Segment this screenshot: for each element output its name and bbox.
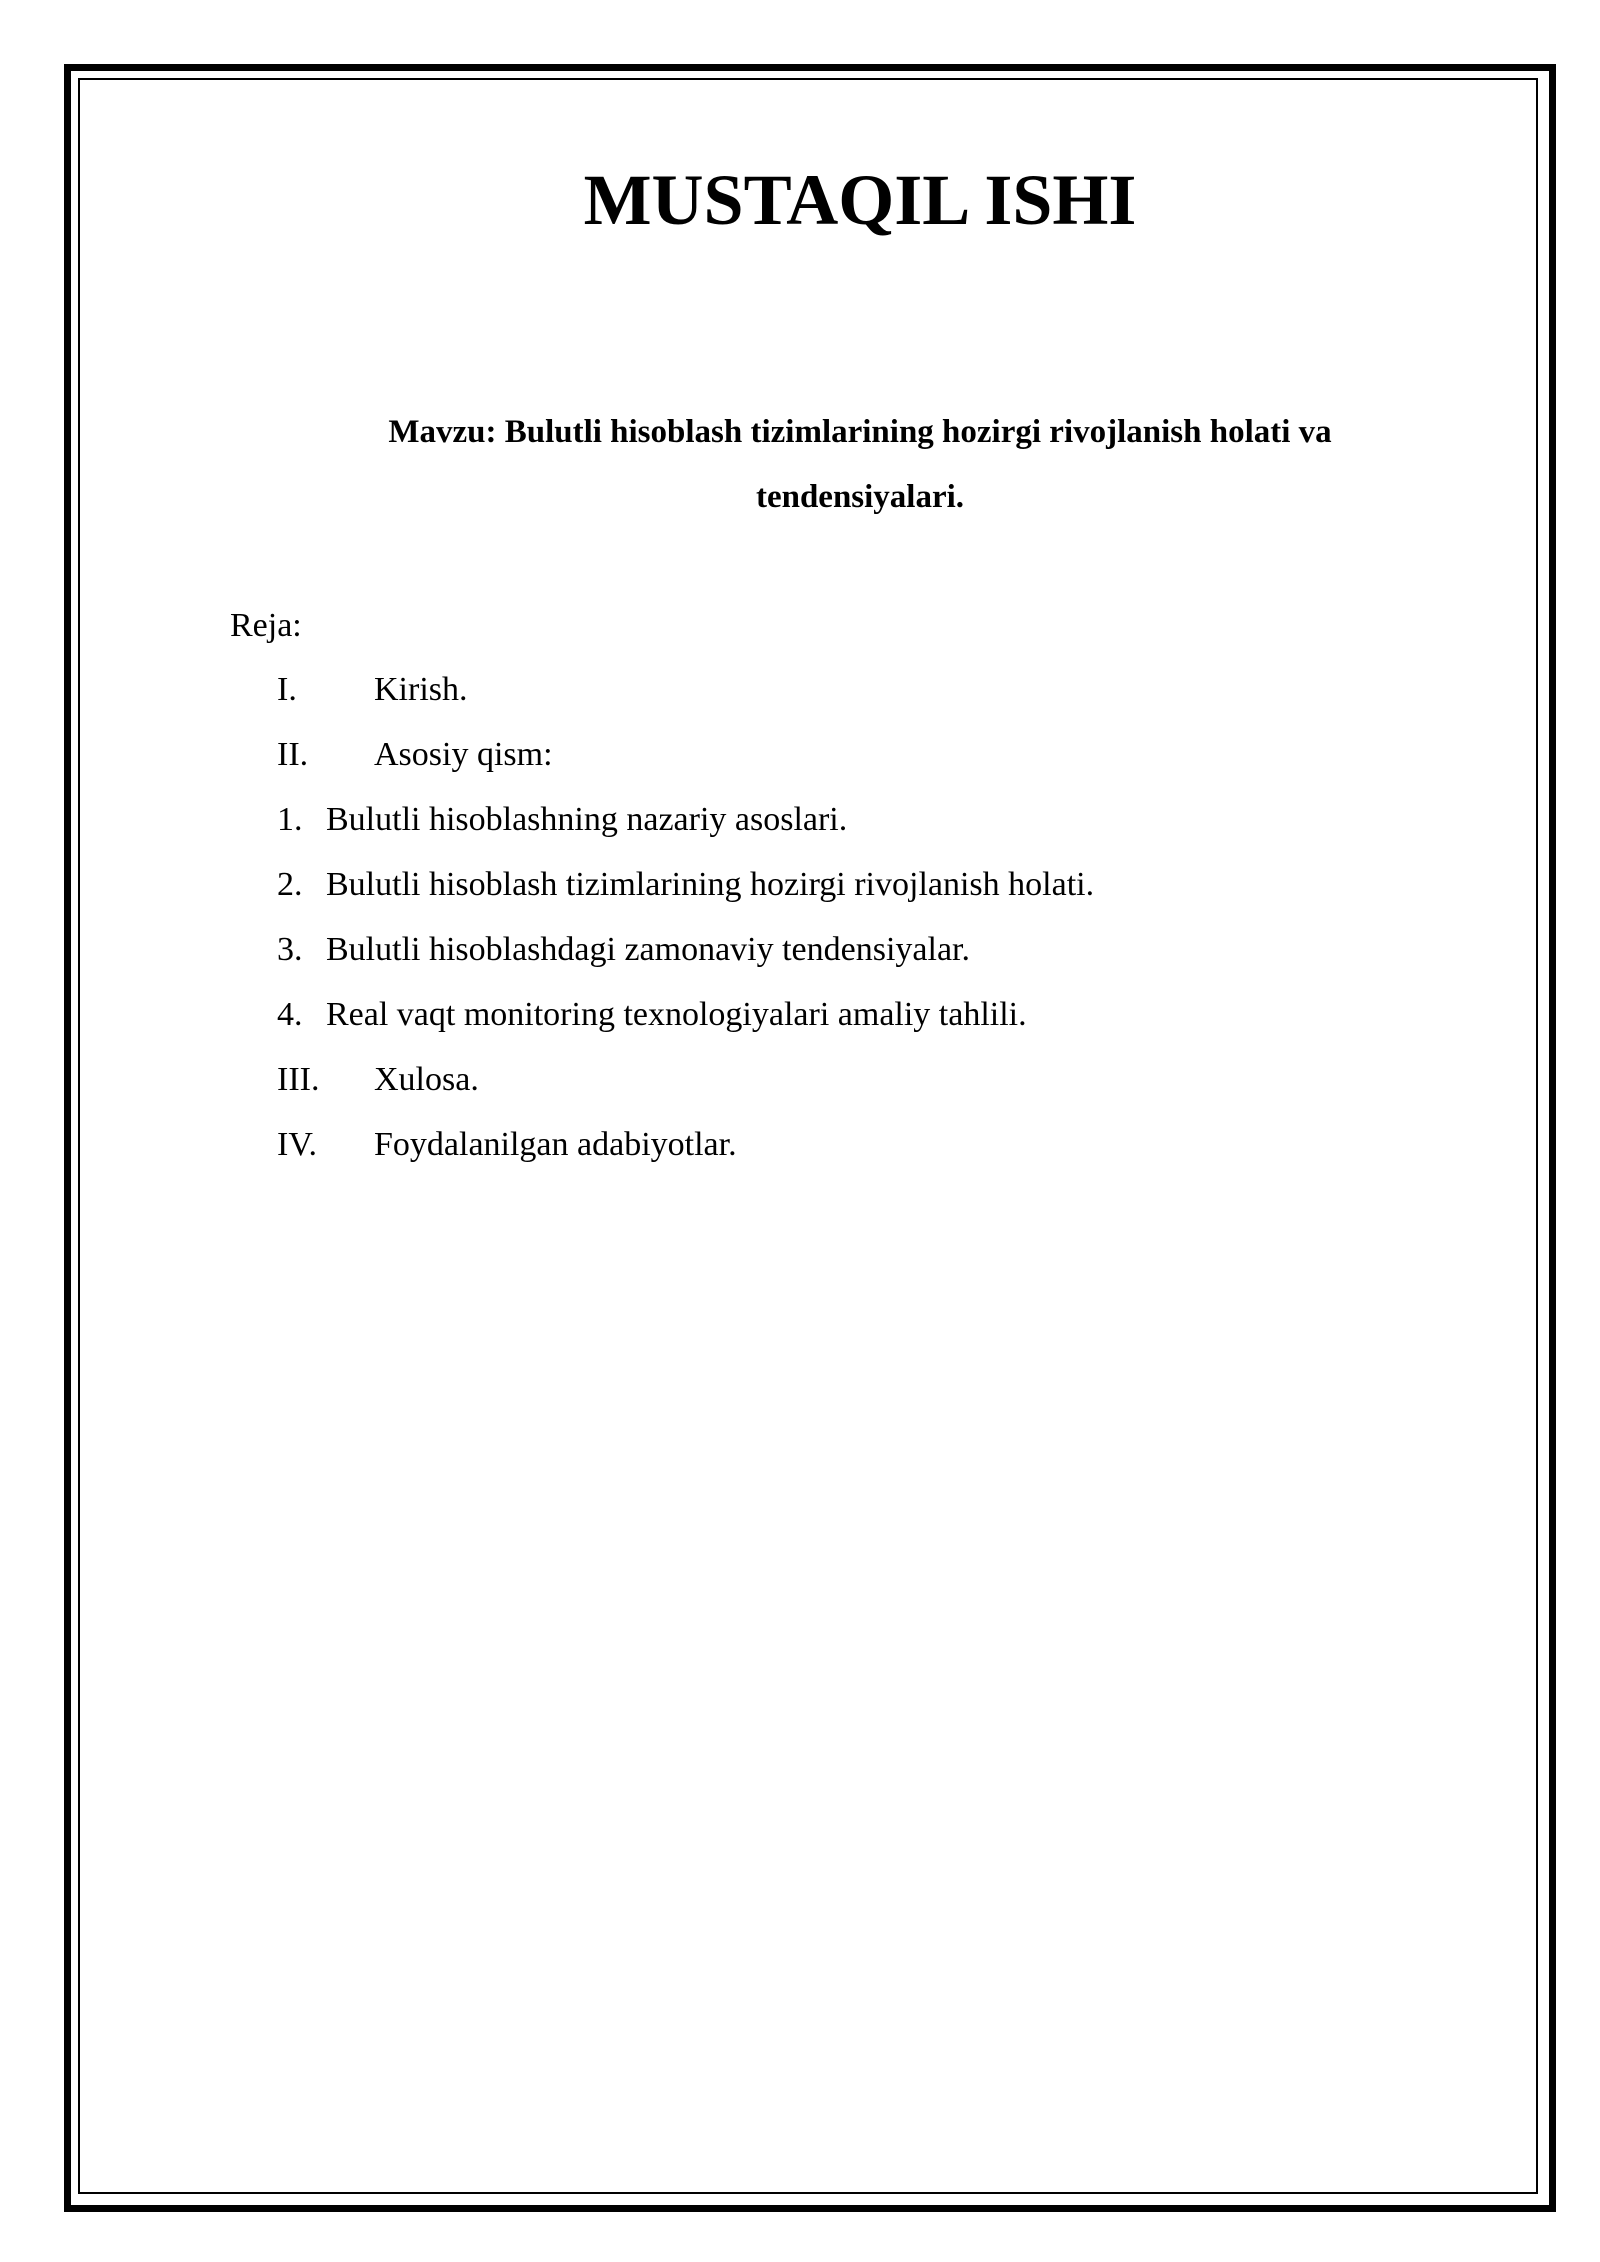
plan-item-references [277, 1122, 1094, 1187]
plan-item-marker: III. [277, 1061, 320, 1098]
plan-subitem-2 [277, 862, 1094, 927]
plan-subitem-4 [277, 992, 1094, 1057]
plan-item-main-part [277, 732, 1094, 797]
plan-item-text: Bulutli hisoblashdagi zamonaviy tendensiyalar. [326, 931, 970, 968]
plan-item-conclusion [277, 1057, 1094, 1122]
plan-item-text: Bulutli hisoblash tizimlarining hozirgi rivojlanish holati. [326, 866, 1095, 903]
plan-list [277, 667, 1094, 1187]
plan-subitem-1 [277, 797, 1094, 862]
plan-item-marker: 4. [277, 996, 303, 1033]
plan-item-text: Kirish. [374, 671, 468, 708]
document-title: MUSTAQIL ISHI [583, 160, 1137, 240]
plan-item-marker: I. [277, 671, 297, 708]
plan-item-marker: II. [277, 736, 309, 773]
plan-item-text: Bulutli hisoblashning nazariy asoslari. [326, 801, 848, 838]
plan-item-marker: IV. [277, 1126, 317, 1163]
plan-item-text: Real vaqt monitoring texnologiyalari amaliy tahlili. [326, 996, 1027, 1033]
document-topic: Mavzu: Bulutli hisoblash tizimlarining hozirgi rivojlanish holati va tendensiyalari. [388, 414, 1332, 515]
plan-item-text: Asosiy qism: [374, 736, 553, 773]
plan-item-marker: 3. [277, 931, 303, 968]
plan-item-text: Foydalanilgan adabiyotlar. [374, 1126, 737, 1163]
plan-label: Reja: [230, 607, 302, 644]
plan-item-text: Xulosa. [374, 1061, 479, 1098]
plan-item-marker: 1. [277, 801, 303, 838]
plan-item-marker: 2. [277, 866, 303, 903]
plan-subitem-3 [277, 927, 1094, 992]
plan-item-introduction [277, 667, 1094, 732]
